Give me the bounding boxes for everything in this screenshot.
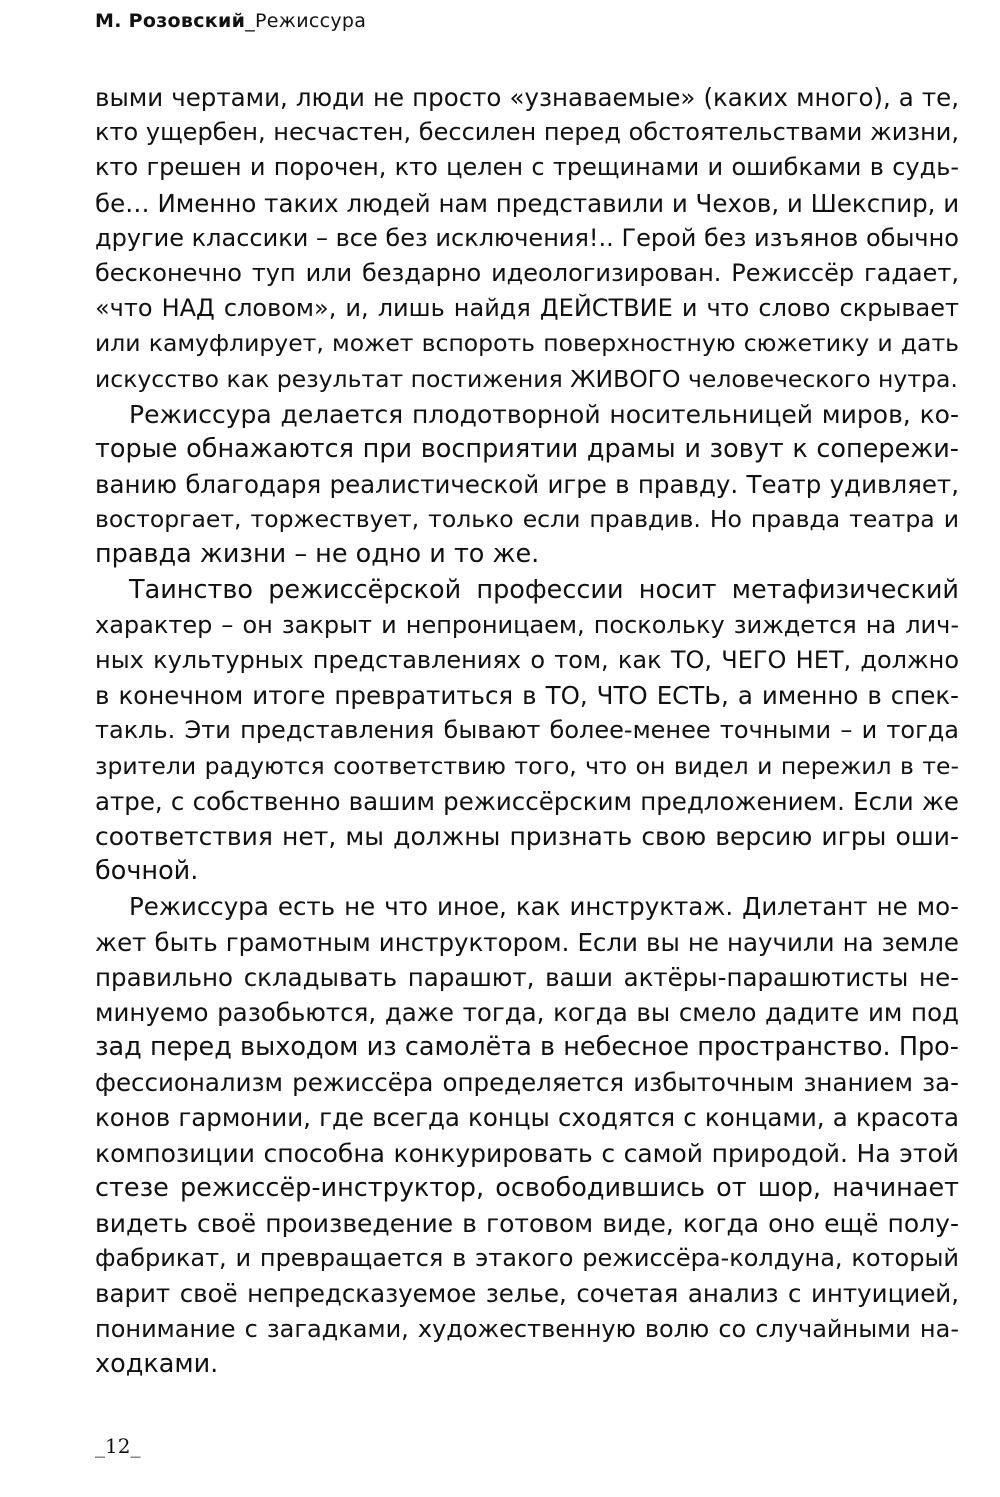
text-line: другие классики – все без исключения!.. Герой без изъянов обычно [95, 223, 959, 252]
text-line: кто ущербен, несчастен, бессилен перед обстоятельствами жизни, [95, 118, 959, 147]
page-number: _12_ [95, 1434, 141, 1458]
text-line: фессионализм режиссёра определяется избыточным знанием за- [95, 1068, 959, 1098]
text-line: характер – он закрыт и непроницаем, поскольку зиждется на лич- [95, 610, 959, 639]
text-line: Режиссура есть не что иное, как инструктаж. Дилетант не мо- [129, 892, 959, 922]
paragraph [95, 889, 959, 1382]
text-line: варит своё непредсказуемое зелье, сочетая анализ с интуицией, [95, 1279, 959, 1309]
text-line: правда жизни – не одно и то же. [95, 539, 540, 570]
header-author: М. Розовский [95, 10, 246, 32]
header-separator: _ [245, 10, 256, 32]
paragraph [95, 573, 959, 890]
text-line: ных культурных представлениях о том, как ТО, ЧЕГО НЕТ, должно [95, 646, 959, 674]
text-line: восторгает, торжествует, только если правдив. Но правда театра и [95, 505, 959, 534]
text-line: композиции способна конкурировать с самой природой. На этой [95, 1138, 959, 1168]
text-line: соответствия нет, мы должны признать свою версию игры оши- [95, 821, 959, 851]
text-line: торые обнажаются при восприятии драмы и зовут к сопережи- [95, 433, 959, 464]
header-book-title: Режиссура [255, 10, 367, 32]
text-line: Режиссура делается плодотворной носительницей миров, ко- [129, 399, 959, 429]
text-line: кто грешен и порочен, кто целен с трещинами и ошибками в судь- [95, 153, 959, 182]
text-line: бесконечно туп или бездарно идеологизирован. Режиссёр гадает, [95, 258, 959, 287]
text-line: бе… Именно таких людей нам представили и Чехов, и Шекспир, и [95, 188, 960, 218]
text-line: зад перед выходом из самолёта в небесное пространство. Про- [95, 1032, 959, 1063]
text-line: такль. Эти представления бывают более-менее точными – и тогда [95, 716, 959, 745]
text-line: понимание с загадками, художественную волю со случайными на- [95, 1314, 959, 1343]
text-line: стезе режиссёр-инструктор, освободившись от шор, начинает [95, 1172, 959, 1203]
text-line: искусство как результат постижения ЖИВОГО человеческого нутра. [95, 364, 958, 393]
text-line: фабрикат, и превращается в этакого режиссёра-колдуна, который [95, 1244, 959, 1273]
text-line: Таинство режиссёрской профессии носит метафизический [129, 574, 959, 605]
text-line: жет быть грамотным инструктором. Если вы не научили на земле [95, 927, 959, 957]
text-line: или камуфлирует, может вспороть поверхностную сюжетику и дать [95, 329, 959, 358]
text-line: атре, с собственно вашим режиссёрским предложением. Если же [95, 786, 959, 816]
text-line: «что НАД словом», и, лишь найдя ДЕЙСТВИЕ и что слово скрывает [95, 294, 959, 323]
paragraph [95, 80, 959, 397]
text-line: бочной. [95, 856, 199, 887]
text-line: зрители радуются соответствию того, что он видел и пережил в те- [95, 751, 959, 780]
running-head [95, 10, 366, 32]
page-body-text [95, 80, 959, 1382]
text-line: правильно складывать парашют, ваши актёры-парашютисты не- [95, 962, 959, 992]
text-line: видеть своё произведение в готовом виде, когда оно ещё полу- [95, 1209, 959, 1238]
text-line: в конечном итоге превратиться в ТО, ЧТО ЕСТЬ, а именно в спек- [95, 681, 959, 711]
text-line: минуемо разобьются, даже тогда, когда вы смело дадите им под [95, 997, 959, 1027]
text-line: ходками. [95, 1348, 219, 1379]
paragraph [95, 397, 959, 573]
text-line: выми чертами, люди не просто «узнаваемые» (каких много), а те, [95, 83, 959, 112]
text-line: ванию благодаря реалистической игре в правду. Театр удивляет, [95, 470, 959, 500]
text-line: конов гармонии, где всегда концы сходятся с концами, а красота [95, 1103, 959, 1133]
